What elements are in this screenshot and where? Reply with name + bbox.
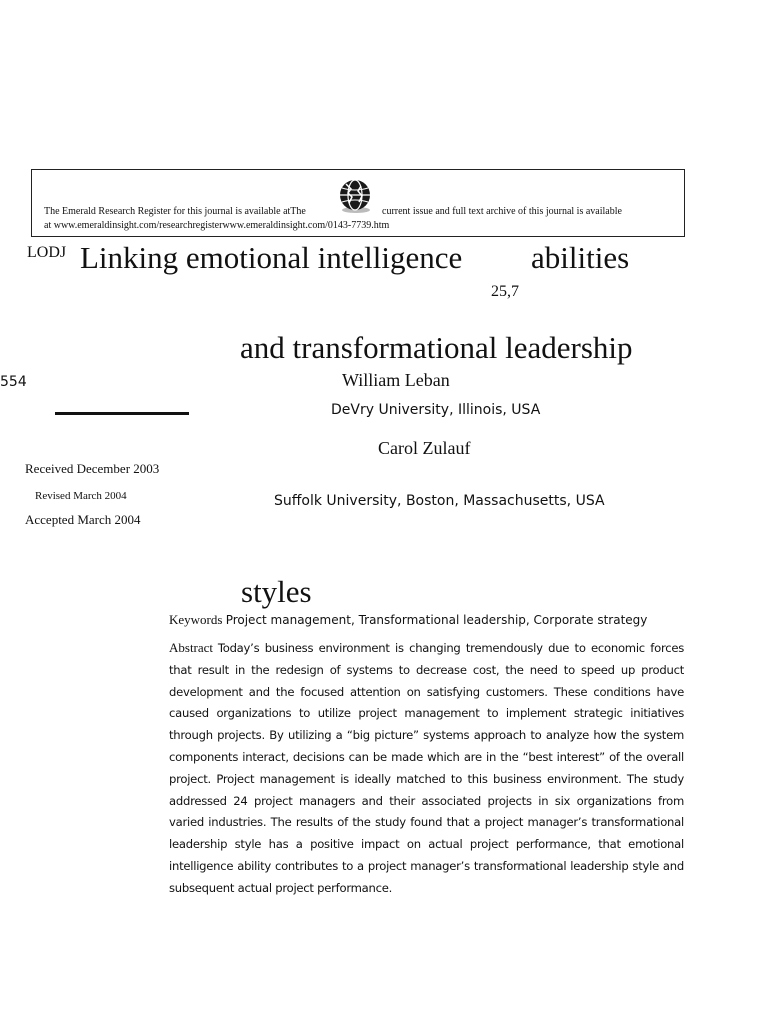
- author-name-1: William Leban: [342, 370, 450, 390]
- abstract-label: Abstract: [169, 640, 214, 655]
- globe-icon: [337, 178, 373, 214]
- journal-volume: 25,7: [491, 283, 519, 300]
- register-text-line1-continued: current issue and full text archive of this journal is available: [382, 206, 622, 217]
- keywords-line: [169, 612, 647, 628]
- research-register-box: [31, 169, 685, 237]
- title-part-4: styles: [241, 574, 312, 609]
- journal-code: LODJ: [27, 244, 67, 261]
- accepted-date: Accepted March 2004: [25, 512, 141, 527]
- title-part-2: abilities: [531, 240, 630, 275]
- author-affiliation-2: Suffolk University, Boston, Massachusetts, USA: [274, 493, 605, 509]
- title-part-1: Linking emotional intelligence: [80, 240, 463, 275]
- author-name-2: Carol Zulauf: [378, 438, 471, 458]
- register-text-line1: The Emerald Research Register for this journal is available atThe: [44, 206, 306, 217]
- author-affiliation-1: DeVry University, Illinois, USA: [331, 402, 541, 418]
- page-number: 554: [0, 374, 27, 390]
- revised-date: Revised March 2004: [35, 490, 127, 502]
- received-date: Received December 2003: [25, 461, 160, 476]
- title-part-3: and transformational leadership: [240, 330, 633, 365]
- keywords-text: Project management, Transformational leadership, Corporate strategy: [225, 613, 648, 627]
- abstract-text: Today’s business environment is changing tremendously due to economic forces that result in the redesign of systems to decrease cost, the need to speed up product development and the focused attention on satisfying customers. These conditions have caused organizations to utilize project management to implement strategic initiatives through projects. By utilizing a “big picture” systems approach to analyze how the system components interact, decisions can be made which are in the “best interest” of the overall project. Project management is ideally matched to this business environment. The study addressed 24 project managers and their associated projects in six organizations from varied industries. The results of the study found that a project manager’s transformational leadership style has a positive impact on actual project performance, that emotional intelligence ability contributes to a project manager’s transformational leadership style and subsequent actual project performance.: [169, 641, 685, 895]
- keywords-label: Keywords: [169, 612, 223, 627]
- register-url-link[interactable]: at www.emeraldinsight.com/researchregisterwww.emeraldinsight.com/0143-7739.htm: [44, 220, 390, 231]
- margin-divider: [55, 412, 189, 415]
- abstract-paragraph: [169, 637, 684, 900]
